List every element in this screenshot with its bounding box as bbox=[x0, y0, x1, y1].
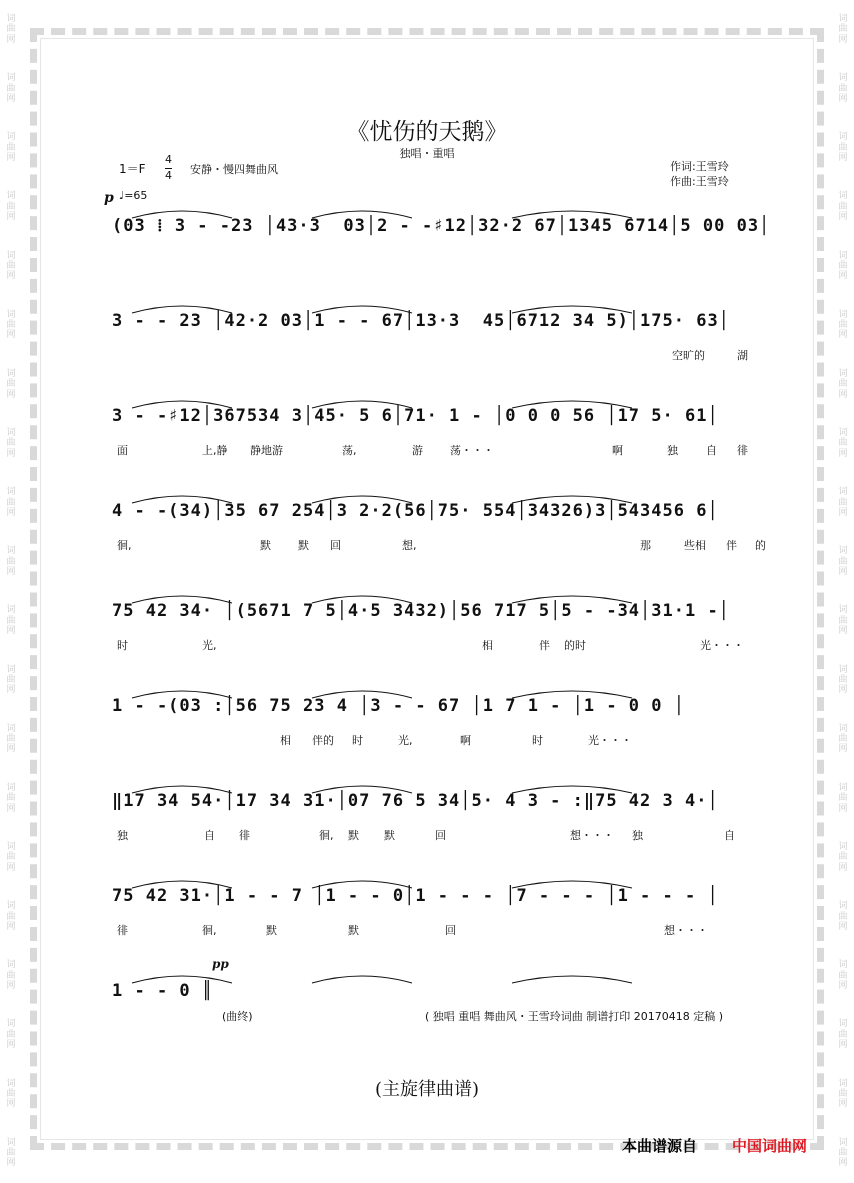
watermark-text: 词 曲 网 bbox=[6, 132, 16, 164]
lyric-word: 啊 bbox=[460, 734, 471, 747]
lyric-word: 默 bbox=[260, 539, 271, 552]
watermark-text: 词 曲 网 bbox=[6, 487, 16, 518]
watermark-text: 词 曲 网 bbox=[838, 723, 848, 755]
score-row bbox=[0, 303, 854, 383]
watermark-text: 词 曲 网 bbox=[838, 605, 848, 637]
lyric-word: 伴的 bbox=[312, 734, 334, 747]
lyric-word: 徘 bbox=[239, 829, 250, 842]
lyric-word: 面 bbox=[117, 444, 128, 457]
lyric-word: 默 bbox=[348, 924, 359, 937]
watermark-text: 词 曲 网 bbox=[838, 1078, 848, 1110]
watermark-text: 词 曲 网 bbox=[838, 191, 848, 223]
lyric-word: 徊, bbox=[319, 829, 334, 842]
lyrics-line bbox=[112, 347, 772, 363]
notation-line bbox=[112, 878, 772, 912]
lyric-word: 回 bbox=[435, 829, 446, 842]
jianpu-notes: 3 - -♯12│367534 3│45· 5 6│71· 1 - │0 0 0 56 │17 5· 61│ bbox=[112, 406, 719, 426]
lyric-word: 湖 bbox=[737, 349, 748, 362]
watermark-text: 词 曲 网 bbox=[6, 960, 16, 991]
lyric-word: 默 bbox=[384, 829, 395, 842]
watermark-text: 词 曲 网 bbox=[838, 1019, 848, 1051]
watermark-text: 词 曲 网 bbox=[6, 1019, 16, 1051]
watermark-text: 词 曲 网 bbox=[6, 723, 16, 755]
lyrics-line bbox=[112, 537, 772, 553]
watermark-text: 词 曲 网 bbox=[838, 14, 848, 45]
time-top: 4 bbox=[165, 153, 172, 166]
lyric-word: 想, bbox=[402, 539, 417, 552]
watermark-text: 词 曲 网 bbox=[838, 487, 848, 518]
score-row bbox=[0, 783, 854, 863]
lyric-word: 静地游 bbox=[250, 444, 283, 457]
score-row bbox=[0, 493, 854, 573]
lyrics-line bbox=[112, 922, 772, 938]
lyric-word: 上,静 bbox=[202, 444, 228, 457]
watermark-text: 词 曲 网 bbox=[6, 782, 16, 814]
lyric-word: 独 bbox=[632, 829, 643, 842]
watermark-text: 词 曲 网 bbox=[838, 901, 848, 932]
brand-link[interactable]: 中国词曲网 bbox=[732, 1137, 808, 1155]
notation-line bbox=[112, 593, 772, 627]
watermark-text: 词 曲 网 bbox=[838, 73, 848, 104]
watermark-text: 词 曲 网 bbox=[838, 428, 848, 459]
lyric-word: 默 bbox=[266, 924, 277, 937]
watermark-text: 词 曲 网 bbox=[6, 309, 16, 341]
jianpu-notes: 75 42 34· │(5671 7 5│4·5 3432)│56 717 5│5 - -34│31·1 -│ bbox=[112, 601, 730, 621]
watermark-text: 词 曲 网 bbox=[838, 546, 848, 577]
lyric-word: 光, bbox=[398, 734, 413, 747]
watermark-text: 词 曲 网 bbox=[838, 132, 848, 164]
credits bbox=[670, 160, 729, 190]
lyrics-line bbox=[112, 637, 772, 653]
watermark-text: 词 曲 网 bbox=[838, 960, 848, 991]
jianpu-notes: 75 42 31·│1 - - 7 │1 - - 0│1 - - - │7 - - - │1 - - - │ bbox=[112, 886, 719, 906]
watermark-text: 词 曲 网 bbox=[6, 546, 16, 577]
time-bottom: 4 bbox=[165, 168, 172, 182]
jianpu-notes: ‖17 34 54·│17 34 31·│07 76 5 34│5· 4 3 - :‖75 42 3 4·│ bbox=[112, 791, 719, 811]
lyric-word: 徊, bbox=[202, 924, 217, 937]
lyric-word: 相 bbox=[482, 639, 493, 652]
jianpu-notes: 1 - - 0 ║ bbox=[112, 981, 214, 1001]
performance-type: 独唱・重唱 bbox=[399, 147, 455, 160]
score-row bbox=[0, 208, 854, 288]
lyric-word: 徊, bbox=[117, 539, 132, 552]
watermark-text: 词 曲 网 bbox=[6, 1137, 16, 1169]
slur-arc bbox=[512, 976, 632, 983]
lyric-word: 啊 bbox=[612, 444, 623, 457]
lyric-word: 伴 bbox=[539, 639, 550, 652]
score-row bbox=[0, 878, 854, 958]
lyric-word: 那 bbox=[640, 539, 651, 552]
lyric-word: 默 bbox=[348, 829, 359, 842]
lyric-word: 伴 bbox=[726, 539, 737, 552]
lyricist: 作词:王雪玲 bbox=[670, 160, 729, 173]
lyric-word: 些相 bbox=[684, 539, 706, 552]
notation-line bbox=[112, 493, 772, 527]
jianpu-notes: (03 ⁞ 3 - -23 │43·3 03│2 - -♯12│32·2 67│1345 6714│5 00 03│ bbox=[112, 216, 771, 236]
jianpu-notes: 3 - - 23 │42·2 03│1 - - 67│13·3 45│6712 34 5)│175· 63│ bbox=[112, 311, 730, 331]
watermark-text: 词 曲 网 bbox=[838, 250, 848, 282]
notation-line bbox=[112, 303, 772, 337]
lyric-word: 想・・・ bbox=[664, 924, 708, 937]
lyric-word: 光, bbox=[202, 639, 217, 652]
lyric-word: 自 bbox=[724, 829, 735, 842]
lyric-word: 徘 bbox=[117, 924, 128, 937]
lyric-word: 空旷的 bbox=[672, 349, 705, 362]
watermark-text: 词 曲 网 bbox=[6, 842, 16, 873]
lyric-word: 独 bbox=[667, 444, 678, 457]
time-signature bbox=[165, 153, 172, 184]
song-title: 《忧伤的天鹅》 bbox=[346, 119, 508, 145]
watermark-text: 词 曲 网 bbox=[6, 605, 16, 637]
lyrics-line bbox=[112, 827, 772, 843]
watermark-text: 词 曲 网 bbox=[838, 842, 848, 873]
watermark-text: 词 曲 网 bbox=[6, 250, 16, 282]
composer: 作曲:王雪玲 bbox=[670, 174, 729, 188]
lyric-word: 时 bbox=[352, 734, 363, 747]
score-row bbox=[0, 398, 854, 478]
watermark-text: 词 曲 网 bbox=[6, 191, 16, 223]
lyrics-line bbox=[112, 442, 772, 458]
lyric-word: 游 bbox=[412, 444, 423, 457]
lyric-word: 时 bbox=[532, 734, 543, 747]
watermark-text: 词 曲 网 bbox=[6, 428, 16, 459]
watermark-text: 词 曲 网 bbox=[6, 368, 16, 400]
watermark-text: 词 曲 网 bbox=[838, 309, 848, 341]
notation-line bbox=[112, 398, 772, 432]
lyric-word: 回 bbox=[330, 539, 341, 552]
notation-line bbox=[112, 688, 772, 722]
lyrics-line bbox=[112, 252, 772, 268]
watermark-text: 词 曲 网 bbox=[838, 1137, 848, 1169]
watermark-text: 词 曲 网 bbox=[6, 73, 16, 104]
score-note: ( 独唱 重唱 舞曲风・王雪玲词曲 制谱打印 20170418 定稿 ) bbox=[425, 1010, 724, 1023]
score-type-label: (主旋律曲谱) bbox=[374, 1079, 480, 1100]
slur-arc bbox=[312, 976, 412, 983]
lyric-word: 荡・・・ bbox=[450, 444, 494, 457]
score-row bbox=[0, 593, 854, 673]
watermark-text: 词 曲 网 bbox=[6, 1078, 16, 1110]
lyric-word: 徘 bbox=[737, 444, 748, 457]
lyric-word: 光・・・ bbox=[700, 639, 744, 652]
notation-line bbox=[112, 973, 772, 1007]
lyric-word: 时 bbox=[117, 639, 128, 652]
lyric-word: 自 bbox=[706, 444, 717, 457]
watermark-text: 词 曲 网 bbox=[838, 664, 848, 696]
lyric-word: 的时 bbox=[564, 639, 586, 652]
source-label: 本曲谱源自 bbox=[622, 1137, 698, 1155]
end-mark: (曲终) bbox=[222, 1010, 253, 1023]
lyric-word: 的 bbox=[755, 539, 766, 552]
lyric-word: 自 bbox=[204, 829, 215, 842]
watermark-text: 词 曲 网 bbox=[6, 901, 16, 932]
tempo-marking: ♩=65 bbox=[119, 189, 148, 202]
lyric-word: 荡, bbox=[342, 444, 357, 457]
watermark-text: 词 曲 网 bbox=[838, 782, 848, 814]
jianpu-notes: 1 - -(03 :│56 75 23 4 │3 - - 67 │1 7 1 - │1 - 0 0 │ bbox=[112, 696, 685, 716]
lyrics-line bbox=[112, 732, 772, 748]
watermark-text: 词 曲 网 bbox=[838, 368, 848, 400]
score-row bbox=[0, 688, 854, 768]
jianpu-notes: 4 - -(34)│35 67 254│3 2·2(56│75· 554│34326)3│543456 6│ bbox=[112, 501, 719, 521]
lyric-word: 独 bbox=[117, 829, 128, 842]
watermark-text: 词 曲 网 bbox=[6, 664, 16, 696]
tempo-description: 安静・慢四舞曲风 bbox=[190, 163, 278, 176]
notation-line bbox=[112, 783, 772, 817]
final-dynamic: pp bbox=[212, 957, 229, 971]
lyric-word: 相 bbox=[280, 734, 291, 747]
notation-line bbox=[112, 208, 772, 242]
lyric-word: 光・・・ bbox=[588, 734, 632, 747]
lyric-word: 回 bbox=[445, 924, 456, 937]
watermark-text: 词 曲 网 bbox=[6, 14, 16, 45]
lyric-word: 默 bbox=[298, 539, 309, 552]
lyric-word: 想・・・ bbox=[570, 829, 614, 842]
key-signature: 1＝F bbox=[119, 162, 146, 176]
dynamic-marking: p bbox=[104, 190, 114, 206]
